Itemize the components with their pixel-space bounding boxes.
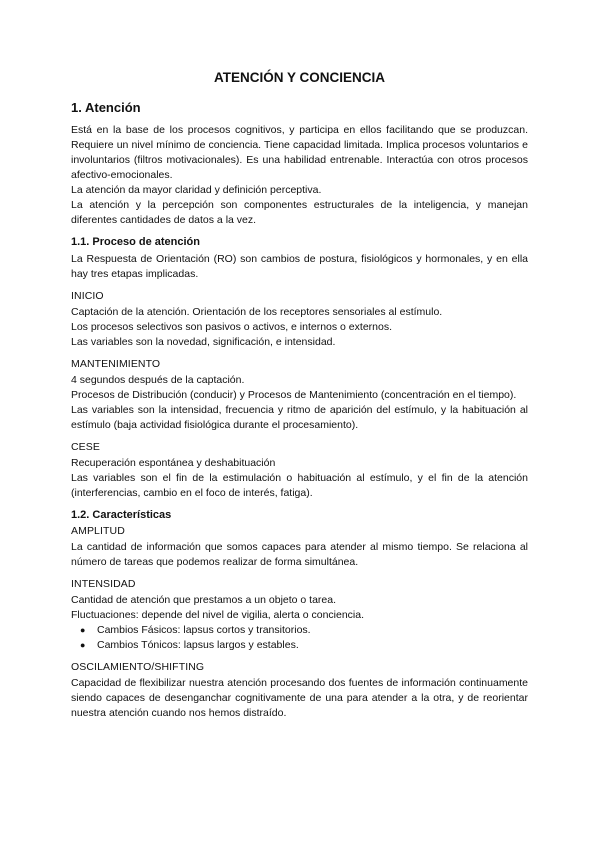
cese-line-2: Las variables son el fin de la estimulación o habituación al estímulo, y el fin de la atención (interferencias, cambio en el foco de interés, fatiga). bbox=[71, 472, 528, 499]
section-1-paragraph-2: La atención da mayor claridad y definición perceptiva. bbox=[71, 184, 322, 196]
list-item: ● Cambios Tónicos: lapsus largos y estables. bbox=[97, 638, 528, 653]
section-1-heading: 1. Atención bbox=[71, 100, 141, 115]
document-page bbox=[71, 70, 528, 721]
cese-line-1: Recuperación espontánea y deshabituación bbox=[71, 457, 276, 469]
mantenimiento-line-2: Procesos de Distribución (conducir) y Procesos de Mantenimiento (concentración en el tiempo). bbox=[71, 389, 517, 401]
section-1-paragraph-3: La atención y la percepción son componentes estructurales de la inteligencia, y manejan diferentes cantidades de datos a la vez. bbox=[71, 199, 528, 226]
inicio-line-2: Los procesos selectivos son pasivos o activos, e internos o externos. bbox=[71, 321, 392, 333]
section-1-1-heading: 1.1. Proceso de atención bbox=[71, 236, 200, 248]
document-title: ATENCIÓN Y CONCIENCIA bbox=[213, 70, 386, 85]
section-1-1-intro: La Respuesta de Orientación (RO) son cambios de postura, fisiológicos y hormonales, y en ella hay tres etapas implicadas. bbox=[71, 253, 528, 280]
inicio-label: INICIO bbox=[71, 290, 104, 302]
list-item: ● Cambios Fásicos: lapsus cortos y transitorios. bbox=[97, 623, 528, 638]
mantenimiento-line-3: Las variables son la intensidad, frecuencia y ritmo de aparición del estímulo, y la habituación al estímulo (baja actividad fisiológica durante el procesamiento). bbox=[71, 404, 528, 431]
cese-label: CESE bbox=[71, 441, 100, 453]
amplitud-text: La cantidad de información que somos capaces para atender al mismo tiempo. Se relaciona al número de tareas que podemos realizar de forma simultánea. bbox=[71, 541, 528, 568]
amplitud-label: AMPLITUD bbox=[71, 525, 125, 537]
intensidad-bullet-list bbox=[71, 623, 528, 653]
oscilamiento-text: Capacidad de flexibilizar nuestra atención procesando dos fuentes de información continuamente siendo capaces de desenganchar cognitivamente de una para atender a la otra, y de reorientar nuestra atención cuando nos hemos distraído. bbox=[71, 677, 528, 719]
mantenimiento-label: MANTENIMIENTO bbox=[71, 358, 161, 370]
section-1-paragraph-1: Está en la base de los procesos cognitivos, y participa en ellos facilitando que se produzcan. Requiere un nivel mínimo de conciencia. Tiene capacidad limitada. Implica procesos voluntarios e involuntarios (filtros motivacionales). Es una habilidad entrenable. Interactúa con otros procesos afectivo-emocionales. bbox=[71, 124, 528, 181]
oscilamiento-label: OSCILAMIENTO/SHIFTING bbox=[71, 661, 205, 673]
intensidad-line-2: Fluctuaciones: depende del nivel de vigilia, alerta o conciencia. bbox=[71, 609, 365, 621]
section-1-2-heading: 1.2. Características bbox=[71, 509, 172, 521]
inicio-line-1: Captación de la atención. Orientación de los receptores sensoriales al estímulo. bbox=[71, 306, 443, 318]
mantenimiento-line-1: 4 segundos después de la captación. bbox=[71, 374, 245, 386]
inicio-line-3: Las variables son la novedad, significación, e intensidad. bbox=[71, 336, 336, 348]
intensidad-line-1: Cantidad de atención que prestamos a un objeto o tarea. bbox=[71, 594, 337, 606]
intensidad-label: INTENSIDAD bbox=[71, 578, 136, 590]
